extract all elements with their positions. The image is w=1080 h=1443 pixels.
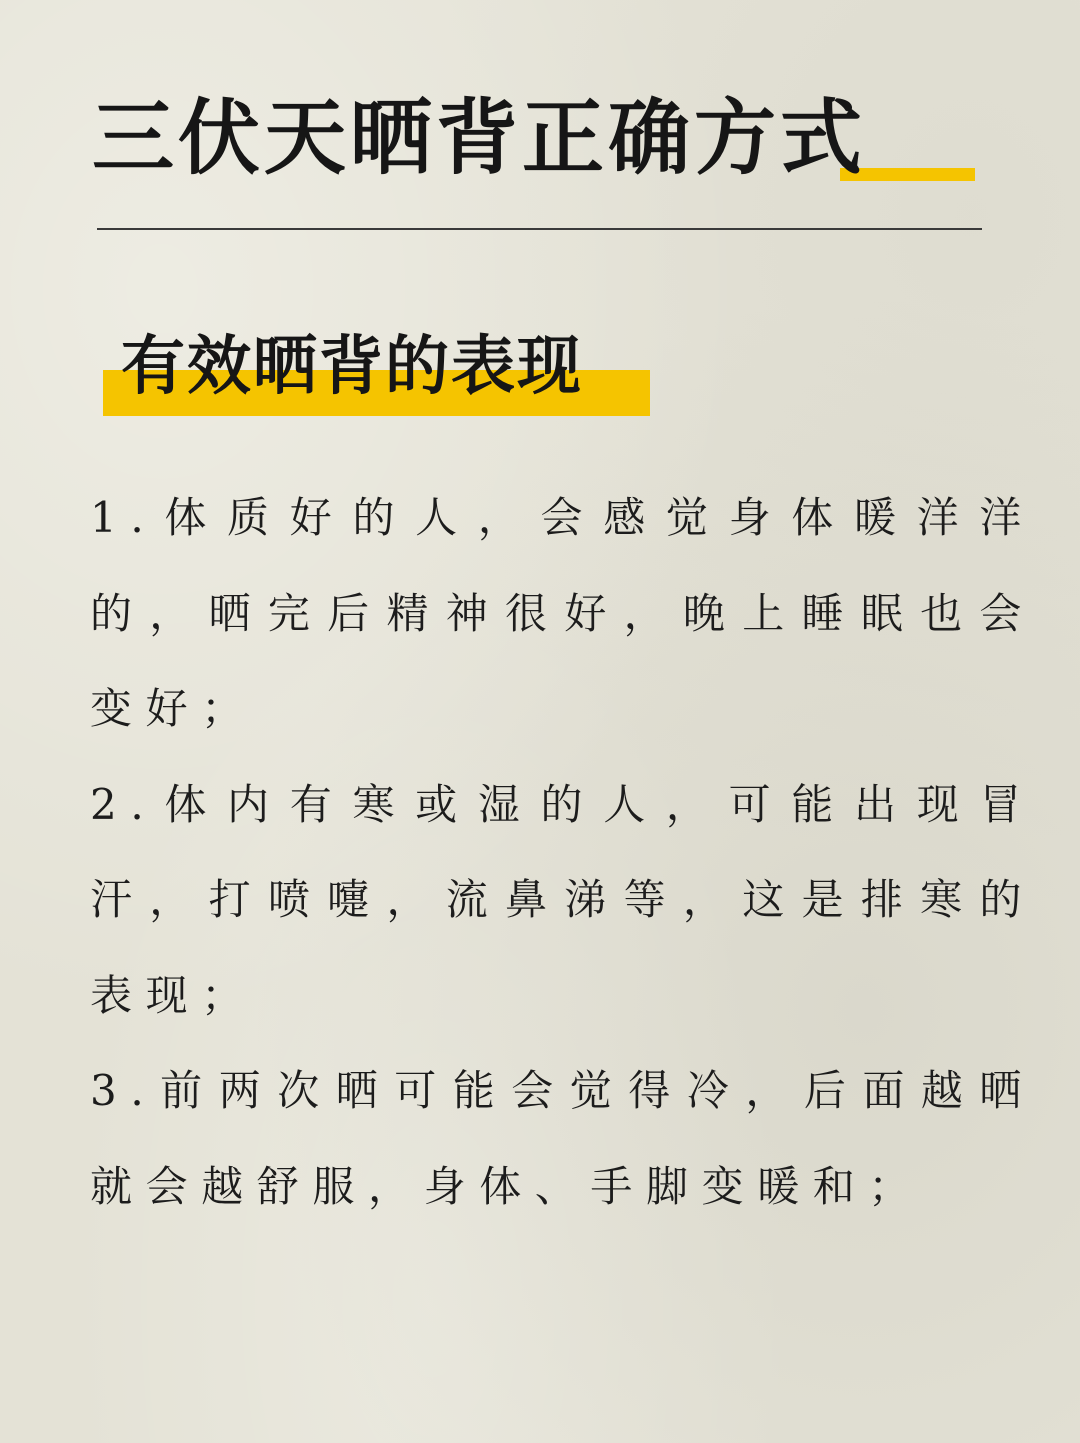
divider [97,228,982,230]
section-heading-block [103,330,663,420]
content-list [90,470,1035,1234]
page-title: 三伏天晒背正确方式 [92,90,867,186]
list-item: 2.体内有寒或湿的人，可能出现冒汗，打喷嚏，流鼻涕等，这是排寒的表现； [90,779,1035,1020]
title-block [92,92,992,192]
list-item: 1.体质好的人，会感觉身体暖洋洋的，晒完后精神很好，晚上睡眠也会变好； [90,493,1035,733]
section-heading: 有效晒背的表现 [121,329,583,404]
list-item: 3.前两次晒可能会觉得冷，后面越晒就会越舒服，身体、手脚变暖和； [90,1066,1035,1211]
